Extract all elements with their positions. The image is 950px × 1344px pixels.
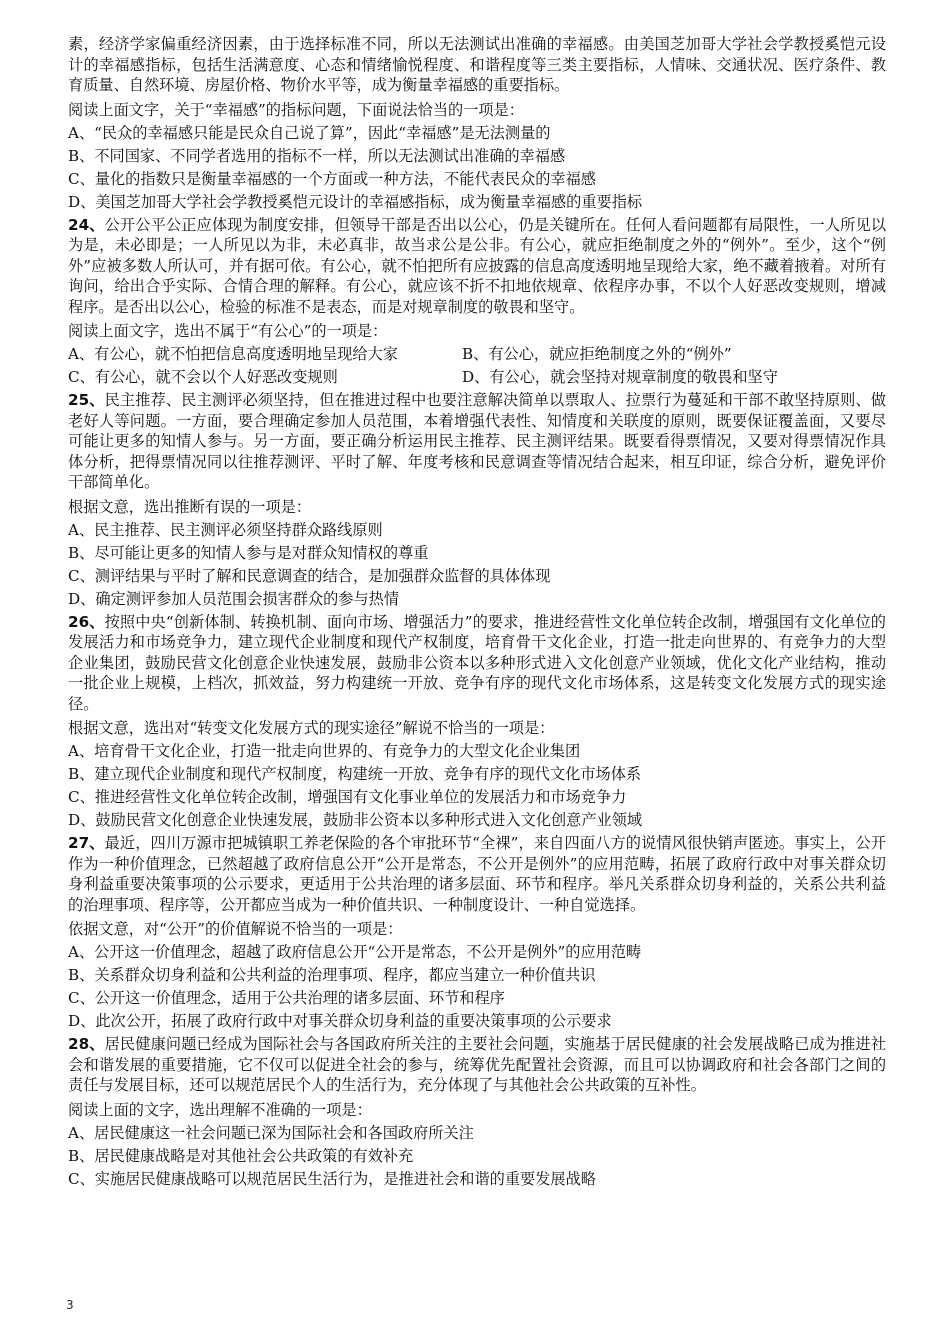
- question-passage: [68, 215, 886, 318]
- option-d: D、美国芝加哥大学社会学教授奚恺元设计的幸福感指标，成为衡量幸福感的重要指标: [68, 192, 643, 211]
- option-a: A、有公心，就不怕把信息高度透明地呈现给大家: [68, 345, 398, 363]
- passage-text: 居民健康问题已经成为国际社会与各国政府所关注的主要社会问题，实施基于居民健康的社会发展战略已成为推进社会和谐发展的重要措施，它不仅可以促进全社会的参与，统筹优先配置社会资源，而且可以协调政府和社会各部门之间的责任与发展目标，还可以规范居民个人的生活行为，充分体现了与其他社会公共政策的互补性。: [68, 1035, 887, 1094]
- question-prompt: 阅读上面文字，选出不属于“有公心”的一项是：: [68, 322, 388, 340]
- passage-text: 最近，四川万源市把城镇职工养老保险的各个审批环节“全裸”，来自四面八方的说情风很快销声匿迹。事实上，公开作为一种价值理念，已然超越了政府信息公开“公开是常态，不公开是例外”的应用范畴，拓展了政府行政中对事关群众切身利益重要决策事项的公示要求，更适用于公共治理的诸多层面、环节和程序。举凡关系群众切身利益的，关系公共利益的治理事项、程序等，公开都应当成为一种价值共识、一种制度设计、一种自觉选择。: [68, 834, 886, 914]
- option-c: C、推进经营性文化单位转企改制，增强国有文化事业单位的发展活力和市场竞争力: [68, 788, 627, 806]
- option-c: C、量化的指数只是衡量幸福感的一个方面或一种方法，不能代表民众的幸福感: [68, 169, 596, 188]
- option-b: B、居民健康战略是对其他社会公共政策的有效补充: [68, 1146, 414, 1165]
- option-a: A、居民健康这一社会问题已深为国际社会和各国政府所关注: [68, 1123, 474, 1142]
- option-b: B、关系群众切身利益和公共利益的治理事项、程序，都应当建立一种价值共识: [68, 966, 596, 984]
- question-passage: 素，经济学家偏重经济因素，由于选择标准不同，所以无法测试出准确的幸福感。由美国芝加哥大学社会学教授奚恺元设计的幸福感指标，包括生活满意度、心态和情绪愉悦程度、和谐程度等三类主要指标，人情味、交通状况、医疗条件、教育质量、自然环境、房屋价格、物价水平等，成为衡量幸福感的重要指标。: [68, 35, 886, 94]
- question-25: [68, 390, 886, 609]
- passage-text: 公开公平公正应体现为制度安排，但领导干部是否出以公心，仍是关键所在。任何人看问题都有局限性，一人所见以为是，未必即是；一人所见以为非，未必真非，故当求公是公非。有公心，就应拒绝制度之外的“例外”。至少，这个“例外”应被多数人所认可，并有据可依。有公心，就不怕把所有应披露的信息高度透明地呈现给大家，绝不藏着掖着。对所有询问，给出合乎实际、合情合理的解释。有公心，就应该不折不扣地依规章、依程序办事，不以个人好恶改变规则，增减程序。是否出以公心，检验的标准不是表态，而是对规章制度的敬畏和坚守。: [68, 215, 887, 316]
- option-row: [68, 344, 886, 364]
- option-d: D、有公心，就会坚持对规章制度的敬畏和坚守: [462, 368, 778, 386]
- question-passage: [68, 833, 886, 915]
- question-number: 25、: [68, 391, 105, 409]
- question-number: 24、: [68, 215, 105, 234]
- option-c: C、实施居民健康战略可以规范居民生活行为，是推进社会和谐的重要发展战略: [68, 1169, 596, 1188]
- question-intro: [68, 34, 886, 212]
- question-prompt: 依据文意，对“公开”的价值解说不恰当的一项是：: [68, 920, 403, 938]
- question-number: 27、: [68, 834, 105, 852]
- option-d: D、此次公开，拓展了政府行政中对事关群众切身利益的重要决策事项的公示要求: [68, 1012, 612, 1030]
- option-b: B、不同国家、不同学者选用的指标不一样，所以无法测试出准确的幸福感: [68, 146, 566, 165]
- question-prompt: 阅读上面文字，关于“幸福感”的指标问题，下面说法恰当的一项是：: [68, 100, 524, 119]
- option-d: D、鼓励民营文化创意企业快速发展，鼓励非公资本以多种形式进入文化创意产业领域: [68, 811, 643, 829]
- document-page: [68, 34, 886, 1192]
- option-b: B、尽可能让更多的知情人参与是对群众知情权的尊重: [68, 543, 429, 562]
- question-24: [68, 215, 886, 388]
- question-prompt: 根据文意，选出对“转变文化发展方式的现实途径”解说不恰当的一项是：: [68, 719, 555, 737]
- question-26: [68, 612, 886, 831]
- option-a: A、公开这一价值理念，超越了政府信息公开“公开是常态，不公开是例外”的应用范畴: [68, 943, 642, 961]
- option-c: C、测评结果与平时了解和民意调查的结合，是加强群众监督的具体体现: [68, 566, 551, 585]
- option-row: [68, 367, 886, 387]
- passage-text: 按照中央“创新体制、转换机制、面向市场、增强活力”的要求，推进经营性文化单位转企改制，增强国有文化单位的发展活力和市场竞争力，建立现代企业制度和现代产权制度，培育骨干文化企业，打造一批走向世界的、有竞争力的大型企业集团，鼓励民营文化创意企业快速发展，鼓励非公资本以多种形式进入文化创意产业领域，优化文化产业结构，推动一批企业上规模，上档次，抓效益，努力构建统一开放、竞争有序的现代文化市场体系，这是转变文化发展方式的现实途径。: [68, 612, 886, 713]
- question-27: [68, 833, 886, 1031]
- option-d: D、确定测评参加人员范围会损害群众的参与热情: [68, 589, 400, 608]
- question-number: 28、: [68, 1035, 105, 1053]
- passage-text: 民主推荐、民主测评必须坚持，但在推进过程中也要注意解决简单以票取人、拉票行为蔓延和干部不敢坚持原则、做老好人等问题。一方面，要合理确定参加人员范围，本着增强代表性、知情度和关联度的原则，既要保证覆盖面，又要尽可能让更多的知情人参与。另一方面，要正确分析运用民主推荐、民主测评结果。既要看得票情况，又要对得票情况作具体分析，把得票情况同以往推荐测评、平时了解、年度考核和民意调查等情况结合起来，相互印证，综合分析，避免评价干部简单化。: [68, 391, 887, 491]
- option-a: A、培育骨干文化企业，打造一批走向世界的、有竞争力的大型文化企业集团: [68, 742, 581, 760]
- page-number: 3: [66, 1298, 74, 1312]
- question-passage: [68, 612, 886, 715]
- question-passage: [68, 390, 886, 493]
- option-c: C、公开这一价值理念，适用于公共治理的诸多层面、环节和程序: [68, 989, 505, 1007]
- option-b: B、建立现代企业制度和现代产权制度，构建统一开放、竞争有序的现代文化市场体系: [68, 765, 642, 783]
- question-prompt: 阅读上面的文字，选出理解不准确的一项是：: [68, 1100, 372, 1119]
- option-a: A、“民众的幸福感只能是民众自己说了算”，因此“幸福感”是无法测量的: [68, 123, 551, 142]
- option-b: B、有公心，就应拒绝制度之外的“例外”: [462, 345, 732, 363]
- question-prompt: 根据文意，选出推断有误的一项是：: [68, 497, 311, 516]
- option-a: A、民主推荐、民主测评必须坚持群众路线原则: [68, 520, 383, 539]
- question-passage: [68, 1034, 886, 1096]
- question-28: [68, 1034, 886, 1189]
- question-number: 26、: [68, 612, 105, 631]
- option-c: C、有公心，就不会以个人好恶改变规则: [68, 368, 338, 386]
